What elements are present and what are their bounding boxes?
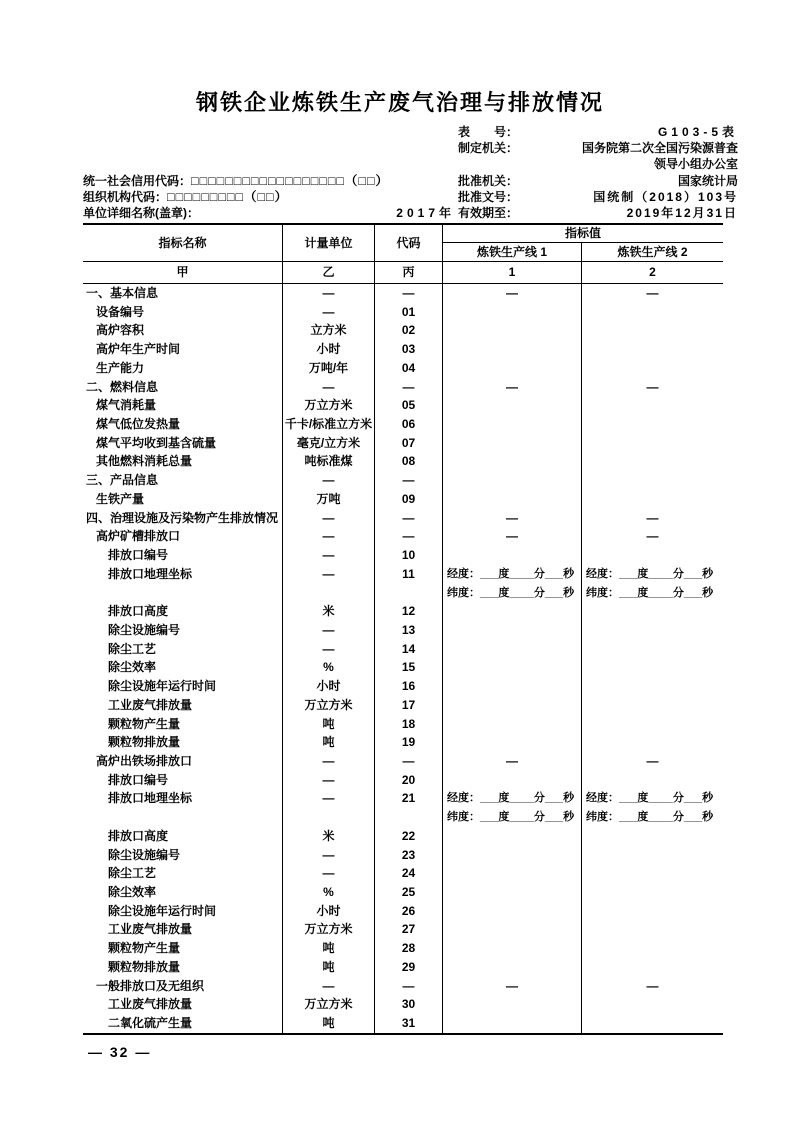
row-indicator-name: 除尘效率 bbox=[83, 883, 283, 902]
row-code: — bbox=[375, 378, 443, 397]
row-value-line1 bbox=[443, 359, 582, 378]
row-value-line1 bbox=[443, 696, 582, 715]
row-indicator-name: 高炉矿槽排放口 bbox=[83, 527, 283, 546]
row-unit: — bbox=[283, 303, 375, 322]
row-value-line2 bbox=[582, 939, 723, 958]
table-row bbox=[83, 658, 723, 677]
row-unit: 吨 bbox=[283, 733, 375, 752]
row-value-line1 bbox=[443, 883, 582, 902]
row-value-line1: — bbox=[443, 284, 582, 303]
row-value-line1 bbox=[443, 939, 582, 958]
row-code: 23 bbox=[375, 846, 443, 865]
row-value-line1 bbox=[443, 902, 582, 921]
table-row bbox=[83, 434, 723, 453]
table-row bbox=[83, 396, 723, 415]
table-row bbox=[83, 920, 723, 939]
row-code: 15 bbox=[375, 658, 443, 677]
header-col-jia: 甲 bbox=[83, 262, 283, 283]
row-indicator-name: 煤气消耗量 bbox=[83, 396, 283, 415]
table-row bbox=[83, 771, 723, 790]
coordinate-longitude-blank: 经度：___度____分___秒 bbox=[586, 792, 714, 805]
row-unit: 万吨 bbox=[283, 490, 375, 509]
row-code: 28 bbox=[375, 939, 443, 958]
approval-doc-label: 批准文号： bbox=[458, 190, 519, 204]
issuing-agency-value: 国务院第二次全国污染源普查 bbox=[581, 141, 738, 155]
row-value-line2 bbox=[582, 303, 723, 322]
row-indicator-name: 四、治理设施及污染物产生排放情况 bbox=[83, 509, 283, 528]
row-value-line2 bbox=[582, 696, 723, 715]
row-value-line2 bbox=[582, 546, 723, 565]
row-code: 16 bbox=[375, 677, 443, 696]
row-value-line1 bbox=[443, 471, 582, 490]
row-value-line2: — bbox=[646, 286, 659, 300]
header-indicator-value: 指标值 bbox=[443, 225, 723, 243]
row-unit: 吨 bbox=[283, 958, 375, 977]
header-indicator-name: 指标名称 bbox=[83, 225, 283, 261]
table-row bbox=[83, 303, 723, 322]
row-value-line1 bbox=[443, 303, 582, 322]
row-unit: 万立方米 bbox=[283, 995, 375, 1014]
row-coordinate-cell bbox=[443, 789, 582, 826]
row-indicator-name: 工业废气排放量 bbox=[83, 995, 283, 1014]
row-code: 22 bbox=[375, 827, 443, 846]
coordinate-latitude-blank: 纬度：___度____分___秒 bbox=[586, 586, 714, 599]
row-indicator-name: 颗粒物产生量 bbox=[83, 715, 283, 734]
table-row bbox=[83, 677, 723, 696]
row-unit: — bbox=[283, 565, 375, 602]
table-row bbox=[83, 827, 723, 846]
row-value-line1 bbox=[443, 715, 582, 734]
table-row bbox=[83, 378, 723, 397]
row-value-line2 bbox=[582, 340, 723, 359]
row-value-line2 bbox=[582, 415, 723, 434]
row-value-line2: — bbox=[646, 753, 659, 768]
row-code: 30 bbox=[375, 995, 443, 1014]
row-value-line1 bbox=[443, 658, 582, 677]
table-row bbox=[83, 621, 723, 640]
header-production-line-1: 炼铁生产线 1 bbox=[443, 243, 582, 261]
row-value-line1 bbox=[443, 864, 582, 883]
row-value-line2 bbox=[582, 902, 723, 921]
row-unit: — bbox=[283, 527, 375, 546]
row-indicator-name: 一、基本信息 bbox=[83, 284, 283, 303]
row-unit: 千卡/标准立方米 bbox=[283, 415, 375, 434]
row-value-line1 bbox=[443, 771, 582, 790]
row-value-line2 bbox=[582, 1014, 723, 1033]
row-coordinate-cell bbox=[582, 789, 723, 826]
row-code: 17 bbox=[375, 696, 443, 715]
coordinate-longitude-blank: 经度：___度____分___秒 bbox=[447, 792, 575, 805]
row-value-line1 bbox=[443, 602, 582, 621]
row-indicator-name: 颗粒物产生量 bbox=[83, 939, 283, 958]
row-value-line1 bbox=[443, 396, 582, 415]
row-indicator-name: 除尘设施年运行时间 bbox=[83, 902, 283, 921]
form-number-line bbox=[458, 124, 738, 140]
credit-code-boxes: □□□□□□□□□□□□□□□□□□（□□） bbox=[191, 174, 390, 188]
table-row bbox=[83, 359, 723, 378]
table-row bbox=[83, 958, 723, 977]
row-indicator-name: 工业废气排放量 bbox=[83, 696, 283, 715]
row-indicator-name: 生铁产量 bbox=[83, 490, 283, 509]
row-code: 12 bbox=[375, 602, 443, 621]
table-row bbox=[83, 864, 723, 883]
header-production-line-2: 炼铁生产线 2 bbox=[617, 245, 688, 259]
row-unit: 万立方米 bbox=[283, 696, 375, 715]
row-indicator-name: 设备编号 bbox=[83, 303, 283, 322]
header-unit: 计量单位 bbox=[283, 225, 375, 261]
row-indicator-name: 工业废气排放量 bbox=[83, 920, 283, 939]
table-body bbox=[83, 284, 723, 1033]
row-code: 03 bbox=[375, 340, 443, 359]
unit-name-line bbox=[83, 205, 455, 221]
org-code-label: 组织机构代码： bbox=[83, 190, 168, 204]
row-value-line2: — bbox=[646, 379, 659, 394]
coordinate-longitude-blank: 经度：___度____分___秒 bbox=[586, 567, 714, 580]
row-code: — bbox=[375, 471, 443, 490]
row-unit: 吨 bbox=[283, 1014, 375, 1033]
row-value-line2 bbox=[582, 359, 723, 378]
row-code: 04 bbox=[375, 359, 443, 378]
unit-name-label: 单位详细名称(盖章)： bbox=[83, 206, 199, 220]
row-value-line1 bbox=[443, 958, 582, 977]
row-unit: 万吨/年 bbox=[283, 359, 375, 378]
table-row bbox=[83, 284, 723, 303]
org-code-boxes: □□□□□□□□□（□□） bbox=[167, 190, 289, 204]
row-code: 21 bbox=[375, 789, 443, 826]
row-unit: — bbox=[283, 546, 375, 565]
row-code: 02 bbox=[375, 321, 443, 340]
row-value-line1 bbox=[443, 846, 582, 865]
row-value-line2 bbox=[582, 733, 723, 752]
row-indicator-name: 三、产品信息 bbox=[83, 471, 283, 490]
table-header-row-2 bbox=[83, 261, 723, 284]
row-indicator-name: 煤气平均收到基含硫量 bbox=[83, 434, 283, 453]
row-value-line1 bbox=[443, 415, 582, 434]
table-row bbox=[83, 883, 723, 902]
org-code-line bbox=[83, 189, 288, 205]
row-value-line1 bbox=[443, 1014, 582, 1033]
row-indicator-name: 排放口编号 bbox=[83, 546, 283, 565]
row-value-line1: — bbox=[443, 378, 582, 397]
row-value-line1 bbox=[443, 621, 582, 640]
row-value-line1 bbox=[443, 434, 582, 453]
table-header-row-1 bbox=[83, 225, 723, 261]
row-unit: — bbox=[283, 378, 375, 397]
row-indicator-name: 其他燃料消耗总量 bbox=[83, 452, 283, 471]
row-value-line1 bbox=[443, 677, 582, 696]
approval-agency-line bbox=[458, 173, 738, 189]
header-col-bing: 丙 bbox=[375, 262, 443, 283]
row-code: 05 bbox=[375, 396, 443, 415]
row-code: 27 bbox=[375, 920, 443, 939]
table-row bbox=[83, 415, 723, 434]
table-row bbox=[83, 902, 723, 921]
table-row bbox=[83, 602, 723, 621]
table-row bbox=[83, 696, 723, 715]
header-value-group bbox=[443, 225, 723, 261]
row-value-line2 bbox=[582, 864, 723, 883]
row-value-line1 bbox=[443, 920, 582, 939]
table-row bbox=[83, 471, 723, 490]
row-value-line2 bbox=[582, 883, 723, 902]
row-unit: — bbox=[283, 977, 375, 996]
row-value-line2 bbox=[582, 452, 723, 471]
row-code: 19 bbox=[375, 733, 443, 752]
coordinate-latitude-blank: 纬度：___度____分___秒 bbox=[447, 586, 575, 599]
table-row bbox=[83, 527, 723, 546]
row-indicator-name: 除尘工艺 bbox=[83, 864, 283, 883]
issuing-agency-value-2: 领导小组办公室 bbox=[653, 157, 738, 171]
row-unit: — bbox=[283, 284, 375, 303]
page-number: — 32 — bbox=[88, 1044, 152, 1060]
table-row bbox=[83, 640, 723, 659]
report-year: 2017年 bbox=[396, 206, 455, 220]
row-value-line2 bbox=[582, 920, 723, 939]
row-code: 29 bbox=[375, 958, 443, 977]
row-unit: — bbox=[283, 621, 375, 640]
row-unit: — bbox=[283, 752, 375, 771]
row-indicator-name: 除尘设施编号 bbox=[83, 621, 283, 640]
issuing-agency-line2 bbox=[458, 156, 738, 172]
approval-doc-line bbox=[458, 189, 738, 205]
row-indicator-name: 生产能力 bbox=[83, 359, 283, 378]
coordinate-longitude-blank: 经度：___度____分___秒 bbox=[447, 567, 575, 580]
row-code: 09 bbox=[375, 490, 443, 509]
row-indicator-name: 排放口高度 bbox=[83, 602, 283, 621]
table-row bbox=[83, 995, 723, 1014]
row-unit: — bbox=[283, 771, 375, 790]
table-row bbox=[83, 490, 723, 509]
table-row bbox=[83, 1014, 723, 1033]
row-value-line1: — bbox=[443, 509, 582, 528]
row-unit: 吨 bbox=[283, 939, 375, 958]
row-unit: 小时 bbox=[283, 902, 375, 921]
table-row bbox=[83, 752, 723, 771]
row-unit: — bbox=[283, 846, 375, 865]
row-value-line2 bbox=[582, 677, 723, 696]
row-coordinate-cell bbox=[443, 565, 582, 602]
row-code: — bbox=[375, 284, 443, 303]
row-value-line1: — bbox=[443, 527, 582, 546]
row-value-line1: — bbox=[443, 752, 582, 771]
row-value-line1 bbox=[443, 321, 582, 340]
row-unit: — bbox=[283, 509, 375, 528]
valid-until-label: 有效期至： bbox=[458, 206, 519, 220]
row-unit: 吨 bbox=[283, 715, 375, 734]
row-unit: 米 bbox=[283, 602, 375, 621]
row-indicator-name: 二氧化硫产生量 bbox=[83, 1014, 283, 1033]
row-value-line1 bbox=[443, 340, 582, 359]
table-row bbox=[83, 789, 723, 826]
row-code: 11 bbox=[375, 565, 443, 602]
row-value-line1 bbox=[443, 546, 582, 565]
row-code: 25 bbox=[375, 883, 443, 902]
row-value-line2 bbox=[582, 396, 723, 415]
issuing-agency-line bbox=[458, 140, 738, 156]
row-indicator-name: 除尘效率 bbox=[83, 658, 283, 677]
row-code: 08 bbox=[375, 452, 443, 471]
row-indicator-name: 除尘设施编号 bbox=[83, 846, 283, 865]
row-indicator-name: 高炉年生产时间 bbox=[83, 340, 283, 359]
row-value-line1: — bbox=[443, 977, 582, 996]
table-row bbox=[83, 565, 723, 602]
row-code: 10 bbox=[375, 546, 443, 565]
row-indicator-name: 排放口高度 bbox=[83, 827, 283, 846]
row-code: — bbox=[375, 509, 443, 528]
row-unit: — bbox=[283, 789, 375, 826]
row-unit: — bbox=[283, 864, 375, 883]
row-value-line1 bbox=[443, 640, 582, 659]
row-unit: 毫克/立方米 bbox=[283, 434, 375, 453]
valid-until-line bbox=[458, 205, 738, 221]
row-value-line2 bbox=[582, 658, 723, 677]
approval-agency-value: 国家统计局 bbox=[677, 174, 738, 188]
form-number-value: G103-5表 bbox=[657, 125, 738, 139]
row-code: 14 bbox=[375, 640, 443, 659]
row-value-line2 bbox=[582, 434, 723, 453]
table-row bbox=[83, 939, 723, 958]
form-title: 钢铁企业炼铁生产废气治理与排放情况 bbox=[195, 90, 604, 115]
approval-agency-label: 批准机关： bbox=[458, 174, 519, 188]
row-unit: — bbox=[283, 640, 375, 659]
row-indicator-name: 排放口地理坐标 bbox=[83, 789, 283, 826]
row-code: 13 bbox=[375, 621, 443, 640]
row-code: 18 bbox=[375, 715, 443, 734]
row-code: 01 bbox=[375, 303, 443, 322]
row-value-line2 bbox=[582, 490, 723, 509]
row-indicator-name: 排放口编号 bbox=[83, 771, 283, 790]
row-unit: 万立方米 bbox=[283, 920, 375, 939]
table-row bbox=[83, 733, 723, 752]
coordinate-latitude-blank: 纬度：___度____分___秒 bbox=[447, 811, 575, 824]
row-indicator-name: 高炉容积 bbox=[83, 321, 283, 340]
row-value-line2 bbox=[582, 827, 723, 846]
row-code: 31 bbox=[375, 1014, 443, 1033]
row-value-line2 bbox=[582, 471, 723, 490]
row-unit: — bbox=[283, 471, 375, 490]
row-code: 24 bbox=[375, 864, 443, 883]
issuing-agency-label: 制定机关： bbox=[458, 141, 519, 155]
row-value-line2 bbox=[582, 321, 723, 340]
row-value-line1 bbox=[443, 490, 582, 509]
row-indicator-name: 颗粒物排放量 bbox=[83, 958, 283, 977]
row-value-line2 bbox=[582, 640, 723, 659]
row-value-line1 bbox=[443, 733, 582, 752]
form-number-label: 表 号： bbox=[458, 125, 519, 139]
row-unit: 万立方米 bbox=[283, 396, 375, 415]
row-value-line2 bbox=[582, 995, 723, 1014]
table-row bbox=[83, 546, 723, 565]
table-row bbox=[83, 715, 723, 734]
row-unit: 米 bbox=[283, 827, 375, 846]
row-unit: 吨标准煤 bbox=[283, 452, 375, 471]
row-code: — bbox=[375, 752, 443, 771]
table-row bbox=[83, 846, 723, 865]
row-value-line2 bbox=[582, 715, 723, 734]
row-value-line2 bbox=[582, 846, 723, 865]
row-value-line2 bbox=[582, 602, 723, 621]
row-code: — bbox=[375, 527, 443, 546]
row-unit: 小时 bbox=[283, 340, 375, 359]
row-code: 20 bbox=[375, 771, 443, 790]
row-indicator-name: 除尘设施年运行时间 bbox=[83, 677, 283, 696]
row-value-line1 bbox=[443, 827, 582, 846]
row-unit: % bbox=[283, 658, 375, 677]
row-value-line1 bbox=[443, 995, 582, 1014]
row-indicator-name: 煤气低位发热量 bbox=[83, 415, 283, 434]
row-value-line2: — bbox=[646, 978, 659, 993]
row-indicator-name: 一般排放口及无组织 bbox=[83, 977, 283, 996]
row-code: — bbox=[375, 977, 443, 996]
header-col-1: 1 bbox=[443, 262, 582, 283]
header-col-yi: 乙 bbox=[283, 262, 375, 283]
row-value-line2 bbox=[582, 958, 723, 977]
row-unit: 立方米 bbox=[283, 321, 375, 340]
row-value-line2 bbox=[582, 771, 723, 790]
table-row bbox=[83, 340, 723, 359]
row-value-line2 bbox=[582, 621, 723, 640]
row-indicator-name: 二、燃料信息 bbox=[83, 378, 283, 397]
table-row bbox=[83, 321, 723, 340]
row-code: 07 bbox=[375, 434, 443, 453]
valid-until-value: 2019年12月31日 bbox=[626, 206, 738, 220]
row-indicator-name: 颗粒物排放量 bbox=[83, 733, 283, 752]
approval-doc-value: 国统制（2018）103号 bbox=[593, 190, 738, 204]
header-code: 代码 bbox=[375, 225, 443, 261]
indicator-table bbox=[83, 223, 723, 1035]
coordinate-latitude-blank: 纬度：___度____分___秒 bbox=[586, 811, 714, 824]
table-row bbox=[83, 452, 723, 471]
table-row bbox=[83, 977, 723, 996]
row-indicator-name: 高炉出铁场排放口 bbox=[83, 752, 283, 771]
credit-code-line bbox=[83, 173, 389, 189]
row-unit: 小时 bbox=[283, 677, 375, 696]
row-unit: % bbox=[283, 883, 375, 902]
row-value-line2: — bbox=[646, 529, 659, 544]
row-code: 06 bbox=[375, 415, 443, 434]
row-indicator-name: 排放口地理坐标 bbox=[83, 565, 283, 602]
row-code: 26 bbox=[375, 902, 443, 921]
row-indicator-name: 除尘工艺 bbox=[83, 640, 283, 659]
table-row bbox=[83, 509, 723, 528]
credit-code-label: 统一社会信用代码： bbox=[83, 174, 192, 188]
header-col-2: 2 bbox=[649, 265, 656, 279]
row-coordinate-cell bbox=[582, 565, 723, 602]
row-value-line1 bbox=[443, 452, 582, 471]
row-value-line2: — bbox=[646, 510, 659, 525]
